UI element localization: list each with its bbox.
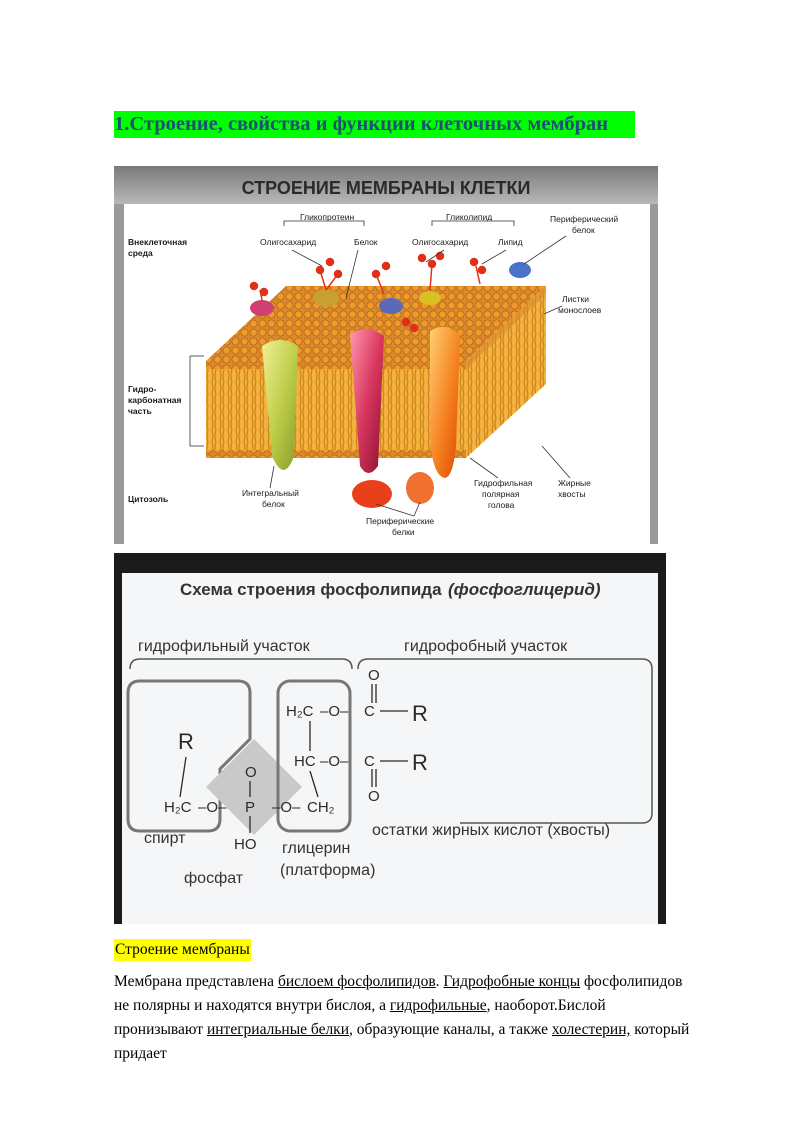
label-glycerol-platform: (платформа) (280, 862, 376, 879)
para-text-2: . (435, 973, 444, 990)
atom-h2c-alcohol: H₂C (164, 799, 192, 816)
label-cytosol: Цитозоль (128, 494, 169, 504)
label-peripheral-bottom-2: белки (392, 527, 415, 537)
atom-o-2: –O– (272, 799, 301, 816)
label-integral: Интегральный (242, 488, 299, 498)
peripheral-protein-2 (406, 472, 434, 504)
phospholipid-scheme-figure (114, 553, 666, 924)
label-extracellular-2: среда (128, 248, 153, 258)
label-hydrophilic-head-3: голова (488, 500, 515, 510)
link-phospholipid-bilayer[interactable]: бислоем фосфолипидов (277, 973, 436, 990)
label-alcohol: спирт (144, 830, 186, 847)
label-phosphate: фосфат (184, 870, 244, 887)
label-hydrophilic-head: Гидрофильная (474, 478, 533, 488)
atom-o-4: O (368, 667, 380, 684)
body-paragraph (114, 970, 694, 1066)
atom-ho: HO (234, 836, 257, 853)
atom-hc: HC (294, 753, 316, 770)
label-peripheral-top-2: белок (572, 225, 595, 235)
label-hydrocarbon-2: карбонатная (128, 395, 182, 405)
para-text-1: Мембрана представлена (114, 973, 278, 990)
atom-R-alcohol: R (178, 729, 194, 754)
atom-c-1: C (364, 703, 375, 720)
atom-P: P (245, 799, 256, 816)
atom-h2c-glycerol: H₂C (286, 703, 314, 720)
label-monolayer-2: монослоев (558, 305, 602, 315)
atom-o-1: –O– (198, 799, 227, 816)
figure-caption: Строение мембраны (114, 939, 251, 961)
peripheral-protein-1 (352, 480, 392, 508)
atom-o-3: –O– (320, 703, 349, 720)
link-cholesterol[interactable]: холестерин, (551, 1021, 631, 1038)
link-hydrophobic-ends[interactable]: Гидрофобные концы (443, 973, 581, 990)
atom-R-1: R (412, 701, 428, 726)
label-lipid: Липид (498, 237, 523, 247)
atom-ch2: CH₂ (307, 799, 335, 816)
atom-o-6: O (368, 788, 380, 805)
page-heading: 1.Строение, свойства и функции клеточных мембран (114, 111, 635, 138)
label-oligosaccharide-1: Олигосахарид (260, 237, 317, 247)
link-integral-proteins[interactable]: интегриальные белки (206, 1021, 350, 1038)
label-hydrophobic-region: гидрофобный участок (404, 638, 568, 655)
para-text-4: , наоборот.Бислой пронизывают (114, 997, 606, 1038)
atom-o-5: –O– (320, 753, 349, 770)
label-extracellular: Внеклеточная (128, 237, 188, 247)
atom-c-2: C (364, 753, 375, 770)
phospholipid-title-paren: (фосфоглицерид) (448, 580, 601, 599)
phospholipid-title: Схема строения фосфолипида (180, 580, 442, 599)
label-peripheral-top: Периферический (550, 214, 619, 224)
label-protein: Белок (354, 237, 378, 247)
atom-R-2: R (412, 750, 428, 775)
label-oligosaccharide-2: Олигосахарид (412, 237, 469, 247)
label-monolayer: Листки (562, 294, 589, 304)
label-fatty-acid-tails: остатки жирных кислот (хвосты) (372, 822, 611, 839)
para-text-5: , образующие каналы, а также (349, 1021, 552, 1038)
link-hydrophilic[interactable]: гидрофильные (389, 997, 487, 1014)
label-hydrophilic-head-2: полярная (482, 489, 520, 499)
label-hydrocarbon-3: часть (128, 406, 152, 416)
label-hydrocarbon: Гидро- (128, 384, 157, 394)
label-glycoprotein: Гликопротеин (300, 212, 355, 222)
membrane-figure-title: СТРОЕНИЕ МЕМБРАНЫ КЛЕТКИ (241, 178, 531, 198)
para-text-3: фосфолипидов не полярны и находятся внутри бислоя, а (114, 973, 683, 1014)
label-hydrophilic-region: гидрофильный участок (138, 638, 310, 655)
label-fatty-tails: Жирные (558, 478, 591, 488)
label-glycolipid: Гликолипид (446, 212, 493, 222)
para-text-6: который придает (114, 1021, 690, 1062)
atom-o-phosphate: O (245, 764, 257, 781)
label-integral-2: белок (262, 499, 285, 509)
membrane-structure-figure (114, 166, 658, 544)
label-fatty-tails-2: хвосты (558, 489, 586, 499)
label-glycerol: глицерин (282, 840, 351, 857)
label-peripheral-bottom: Периферические (366, 516, 435, 526)
